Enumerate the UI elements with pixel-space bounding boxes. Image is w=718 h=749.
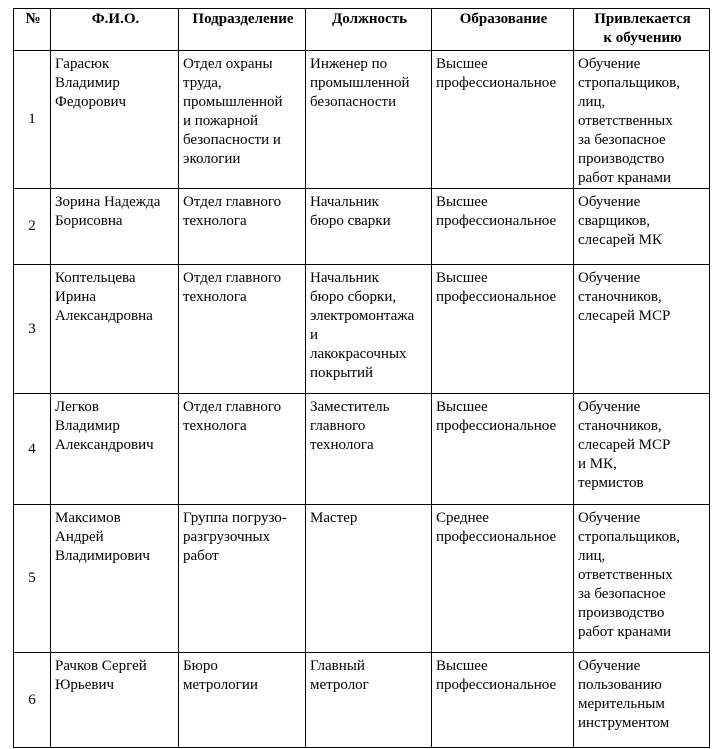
- cell-fio: Зорина Надежда Борисовна: [51, 189, 179, 265]
- cell-position: Инженер по промышленной безопасности: [306, 51, 432, 189]
- cell-training: Обучение станочников, слесарей МСР и МК, термистов: [574, 394, 710, 505]
- cell-education: Высшее профессиональное: [432, 265, 574, 394]
- cell-education: Среднее профессиональное: [432, 505, 574, 653]
- table-row: [14, 394, 710, 505]
- header-position: Должность: [306, 9, 432, 51]
- cell-position: Начальник бюро сборки, электромонтажа и лакокрасочных покрытий: [306, 265, 432, 394]
- cell-num: 3: [14, 265, 51, 394]
- cell-education: Высшее профессиональное: [432, 394, 574, 505]
- cell-education: Высшее профессиональное: [432, 51, 574, 189]
- table-row: [14, 505, 710, 653]
- cell-training: Обучение сварщиков, слесарей МК: [574, 189, 710, 265]
- cell-fio: Максимов Андрей Владимирович: [51, 505, 179, 653]
- cell-fio: Рачков Сергей Юрьевич: [51, 653, 179, 748]
- table-header: [14, 9, 710, 51]
- table-row: [14, 265, 710, 394]
- cell-department: Группа погрузо- разгрузочных работ: [179, 505, 306, 653]
- header-fio: Ф.И.О.: [51, 9, 179, 51]
- table-row: [14, 189, 710, 265]
- cell-num: 4: [14, 394, 51, 505]
- table-row: [14, 653, 710, 748]
- header-department: Подразделение: [179, 9, 306, 51]
- cell-education: Высшее профессиональное: [432, 189, 574, 265]
- header-num: №: [14, 9, 51, 51]
- cell-num: 1: [14, 51, 51, 189]
- header-education: Образование: [432, 9, 574, 51]
- header-training: Привлекается к обучению: [574, 9, 710, 51]
- cell-position: Заместитель главного технолога: [306, 394, 432, 505]
- cell-num: 6: [14, 653, 51, 748]
- header-row: [14, 9, 710, 51]
- cell-num: 5: [14, 505, 51, 653]
- cell-training: Обучение станочников, слесарей МСР: [574, 265, 710, 394]
- cell-department: Отдел главного технолога: [179, 265, 306, 394]
- cell-department: Отдел главного технолога: [179, 394, 306, 505]
- cell-num: 2: [14, 189, 51, 265]
- cell-department: Отдел главного технолога: [179, 189, 306, 265]
- cell-department: Отдел охраны труда, промышленной и пожарной безопасности и экологии: [179, 51, 306, 189]
- cell-fio: Коптельцева Ирина Александровна: [51, 265, 179, 394]
- cell-position: Мастер: [306, 505, 432, 653]
- cell-position: Начальник бюро сварки: [306, 189, 432, 265]
- cell-department: Бюро метрологии: [179, 653, 306, 748]
- table-body: [14, 51, 710, 748]
- table-row: [14, 51, 710, 189]
- cell-fio: Гарасюк Владимир Федорович: [51, 51, 179, 189]
- cell-position: Главный метролог: [306, 653, 432, 748]
- cell-education: Высшее профессиональное: [432, 653, 574, 748]
- staff-training-table: [13, 8, 710, 748]
- cell-fio: Легков Владимир Александрович: [51, 394, 179, 505]
- cell-training: Обучение пользованию мерительным инструментом: [574, 653, 710, 748]
- cell-training: Обучение стропальщиков, лиц, ответственных за безопасное производство работ кранами: [574, 51, 710, 189]
- cell-training: Обучение стропальщиков, лиц, ответственных за безопасное производство работ кранами: [574, 505, 710, 653]
